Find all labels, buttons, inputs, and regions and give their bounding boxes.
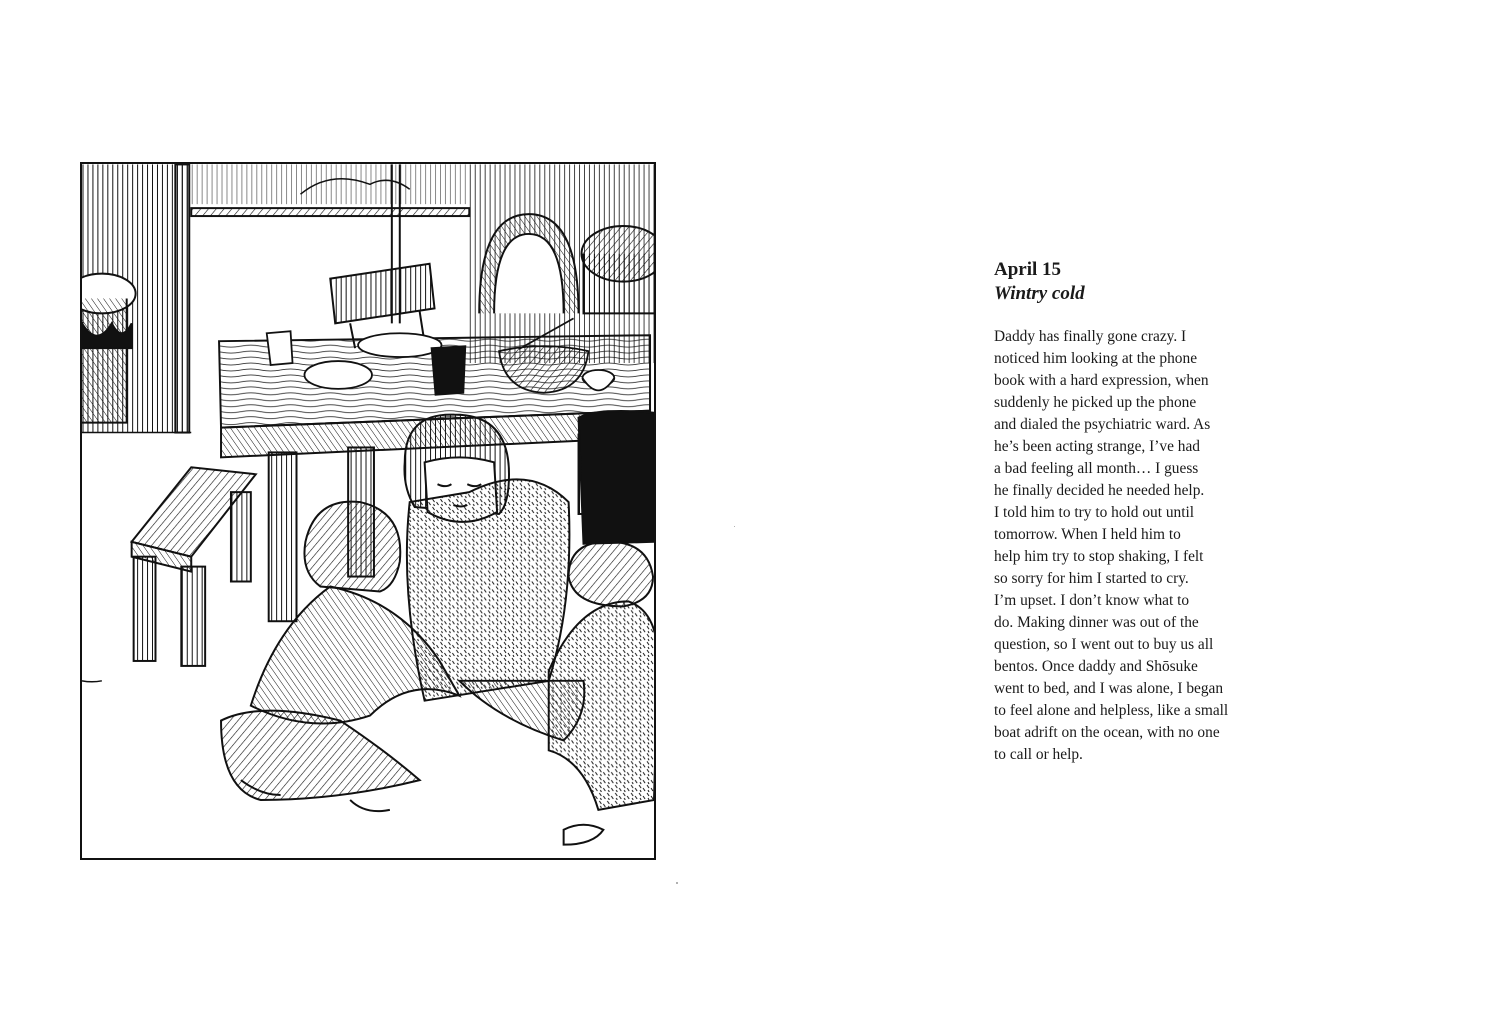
entry-line: bentos. Once daddy and Shōsuke xyxy=(994,658,1198,675)
entry-line: book with a hard expression, when xyxy=(994,372,1209,389)
entry-date: April 15 xyxy=(994,259,1062,280)
entry-line: he finally decided he needed help. xyxy=(994,482,1205,499)
paper-speck xyxy=(734,526,735,527)
black-chair xyxy=(579,411,654,544)
diary-entry xyxy=(994,258,1294,766)
entry-line: a bad feeling all month… I guess xyxy=(994,460,1199,477)
entry-line: do. Making dinner was out of the xyxy=(994,614,1199,631)
entry-line: boat adrift on the ocean, with no one xyxy=(994,724,1220,741)
paper-speck xyxy=(676,882,678,884)
entry-line: tomorrow. When I held him to xyxy=(994,526,1181,543)
entry-line: he’s been acting strange, I’ve had xyxy=(994,438,1200,455)
entry-line: so sorry for him I started to cry. xyxy=(994,570,1189,587)
illustration-svg xyxy=(82,164,654,858)
entry-line: to feel alone and helpless, like a small xyxy=(994,702,1229,719)
entry-line: went to bed, and I was alone, I began xyxy=(994,680,1224,697)
ink-drawing-illustration xyxy=(80,162,656,860)
entry-line: question, so I went out to buy us all xyxy=(994,636,1214,653)
entry-line: help him try to stop shaking, I felt xyxy=(994,548,1204,565)
entry-line: noticed him looking at the phone xyxy=(994,350,1198,367)
bench xyxy=(132,467,256,666)
entry-line: Daddy has finally gone crazy. I xyxy=(994,328,1187,345)
entry-line: to call or help. xyxy=(994,746,1083,763)
entry-line: I told him to try to hold out until xyxy=(994,504,1195,521)
entry-line: I’m upset. I don’t know what to xyxy=(994,592,1190,609)
entry-line: suddenly he picked up the phone xyxy=(994,394,1197,411)
entry-body xyxy=(994,326,1294,766)
stove-pot xyxy=(82,274,136,423)
entry-line: and dialed the psychiatric ward. As xyxy=(994,416,1211,433)
entry-weather: Wintry cold xyxy=(994,283,1085,304)
